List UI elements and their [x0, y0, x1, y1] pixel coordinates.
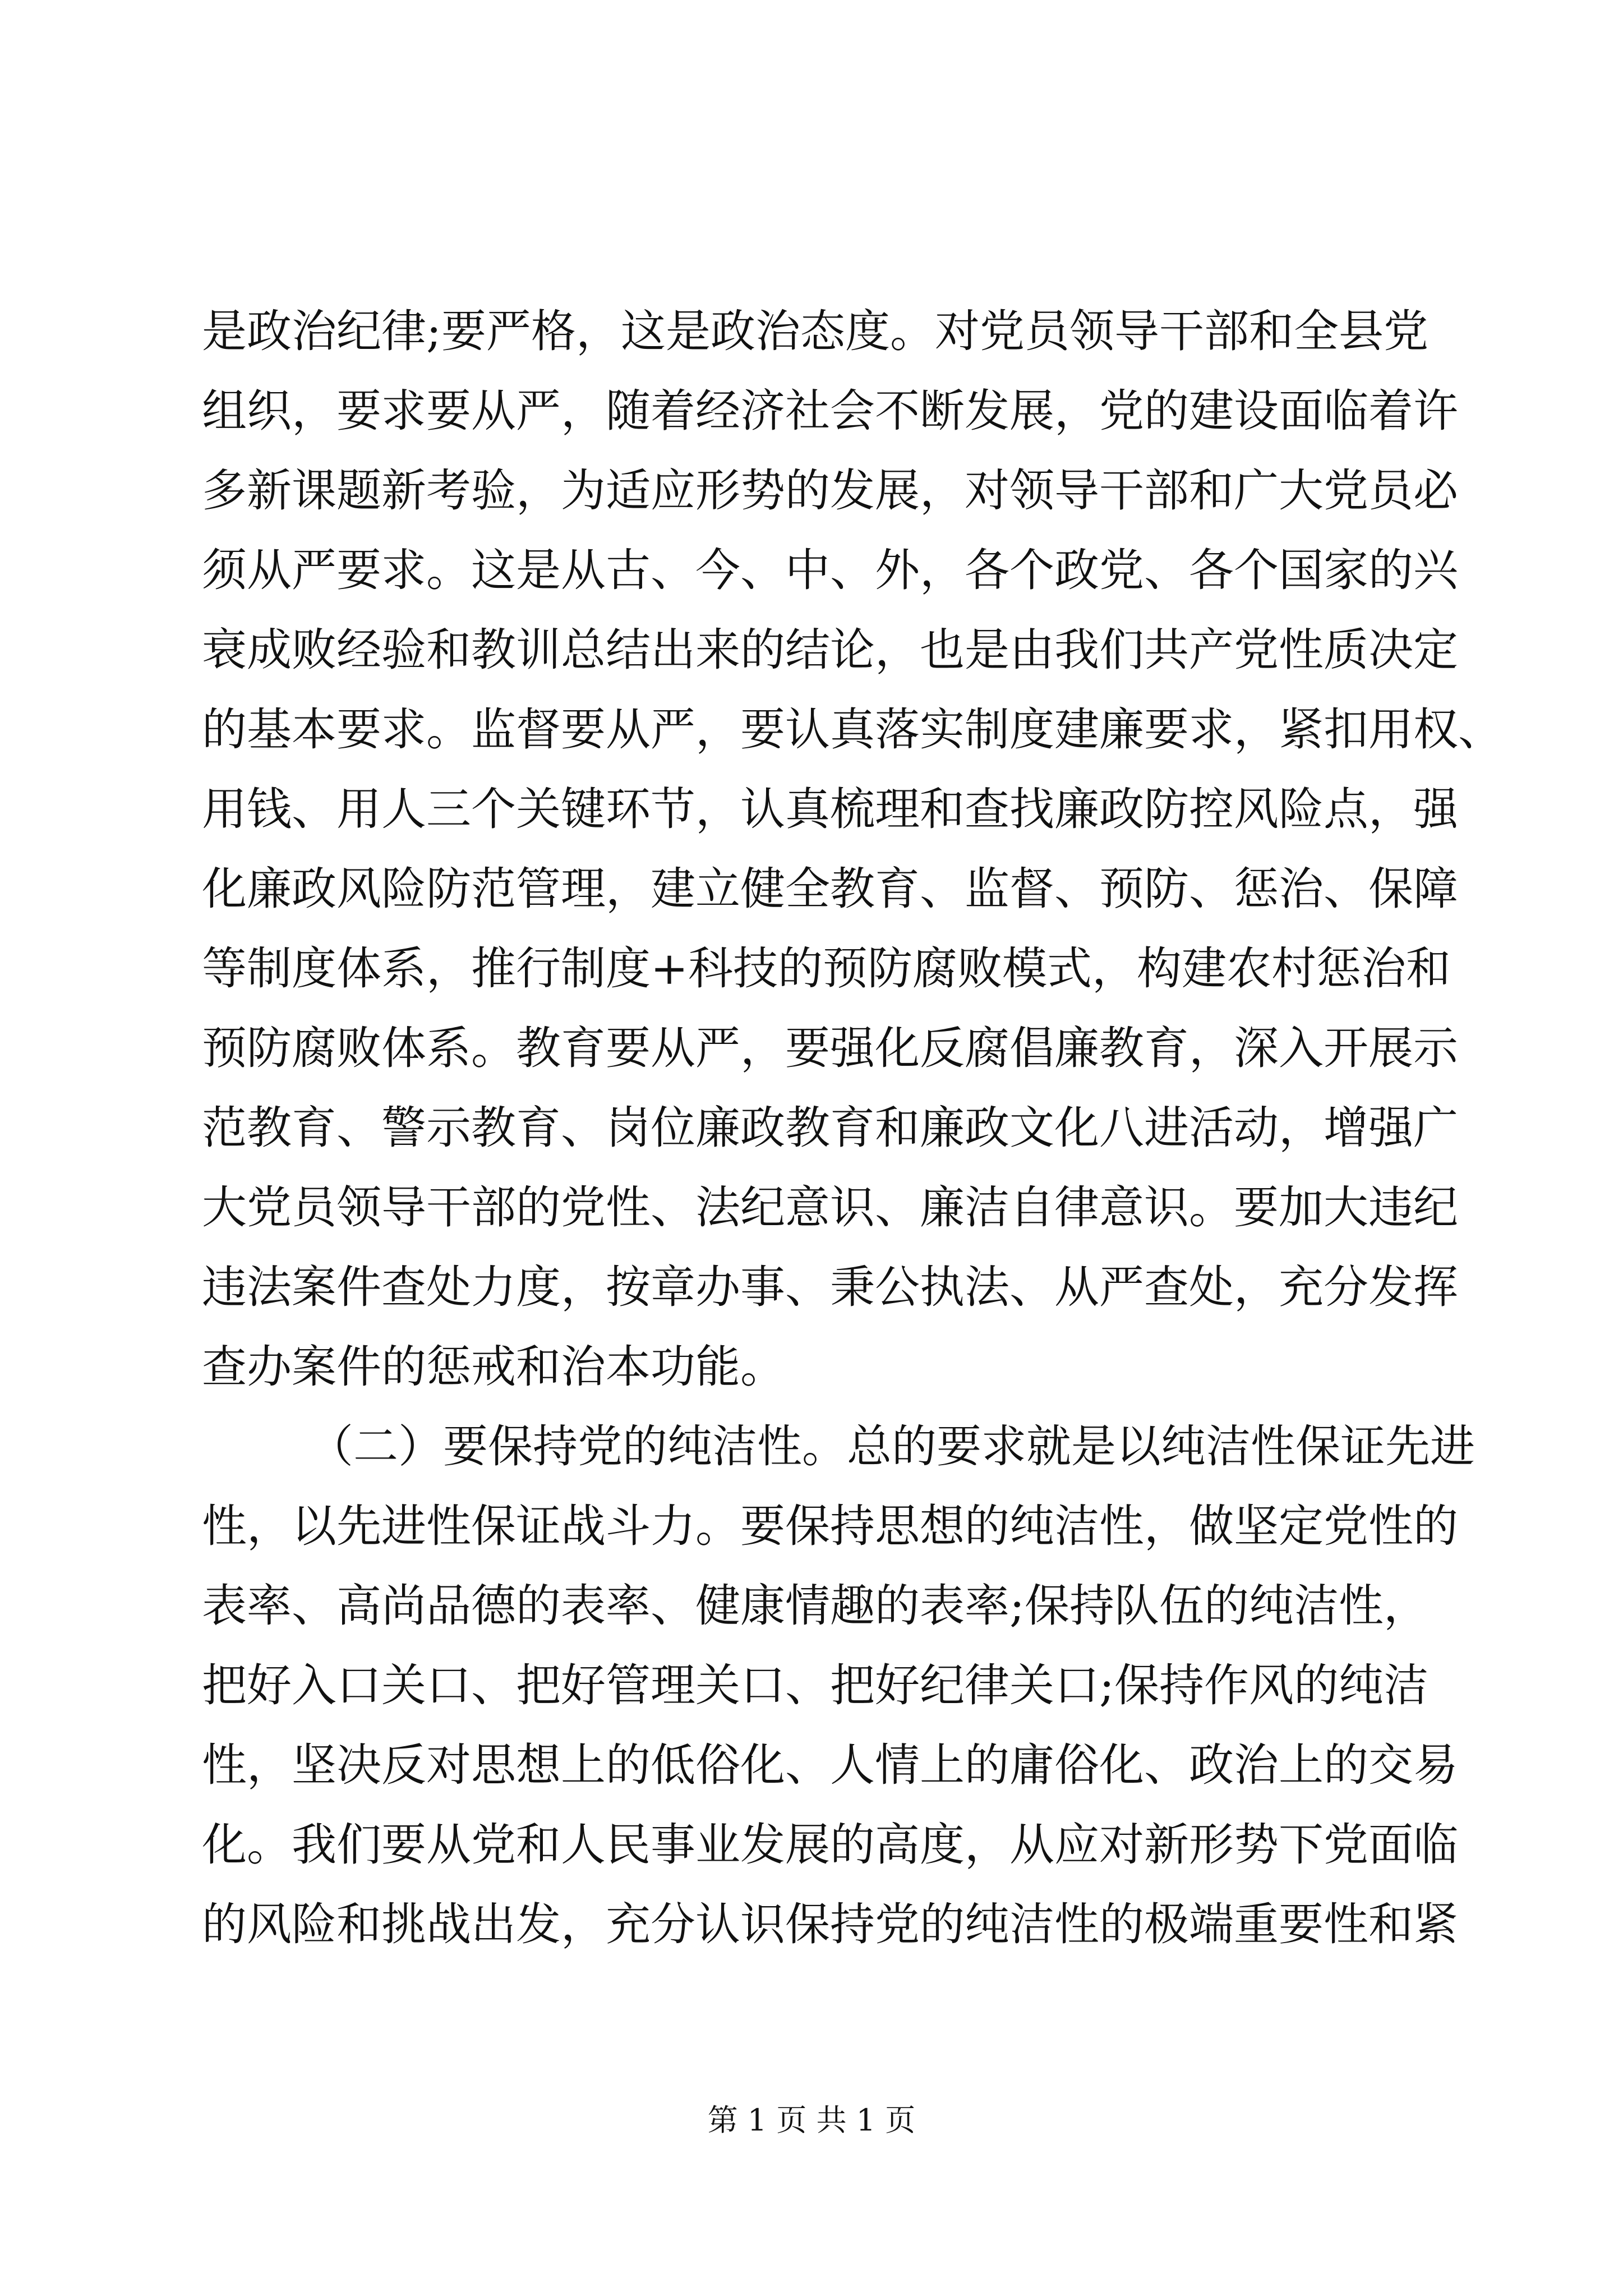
text-line: 是政治纪律;要严格，这是政治态度。对党员领导干部和全县党	[202, 305, 1428, 357]
text-line: 化。我们要从党和人民事业发展的高度，从应对新形势下党面临	[202, 1819, 1458, 1871]
text-line: 性，坚决反对思想上的低俗化、人情上的庸俗化、政治上的交易	[202, 1739, 1458, 1791]
text-line: 大党员领导干部的党性、法纪意识、廉洁自律意识。要加大违纪	[202, 1181, 1458, 1234]
text-line: 多新课题新考验，为适应形势的发展，对领导干部和广大党员必	[202, 464, 1458, 517]
text-line: 查办案件的惩戒和治本功能。	[202, 1341, 785, 1393]
text-line: 预防腐败体系。教育要从严，要强化反腐倡廉教育，深入开展示	[202, 1022, 1458, 1074]
text-line: 的风险和挑战出发，充分认识保持党的纯洁性的极端重要性和紧	[202, 1898, 1458, 1950]
section-heading-line: （二）要保持党的纯洁性。总的要求就是以纯洁性保证先进	[308, 1420, 1475, 1473]
text-line: 性，以先进性保证战斗力。要保持思想的纯洁性，做坚定党性的	[202, 1500, 1458, 1552]
text-line: 组织，要求要从严，随着经济社会不断发展，党的建设面临着许	[202, 385, 1458, 437]
text-line: 的基本要求。监督要从严，要认真落实制度建廉要求，紧扣用权、	[202, 703, 1503, 756]
text-line: 违法案件查处力度，按章办事、秉公执法、从严查处，充分发挥	[202, 1261, 1458, 1313]
document-body	[202, 292, 1503, 1964]
page-number-footer: 第 1 页 共 1 页	[707, 2102, 916, 2138]
text-line: 用钱、用人三个关键环节，认真梳理和查找廉政防控风险点，强	[202, 783, 1458, 835]
text-line: 须从严要求。这是从古、今、中、外，各个政党、各个国家的兴	[202, 544, 1458, 596]
text-line: 化廉政风险防范管理，建立健全教育、监督、预防、惩治、保障	[202, 863, 1458, 915]
text-line: 等制度体系，推行制度+科技的预防腐败模式，构建农村惩治和	[202, 942, 1451, 995]
text-line: 把好入口关口、把好管理关口、把好纪律关口;保持作风的纯洁	[202, 1659, 1428, 1711]
text-line: 衰成败经验和教训总结出来的结论，也是由我们共产党性质决定	[202, 624, 1458, 676]
text-line: 表率、高尚品德的表率、健康情趣的表率;保持队伍的纯洁性，	[202, 1580, 1428, 1632]
text-line: 范教育、警示教育、岗位廉政教育和廉政文化八进活动，增强广	[202, 1102, 1458, 1154]
